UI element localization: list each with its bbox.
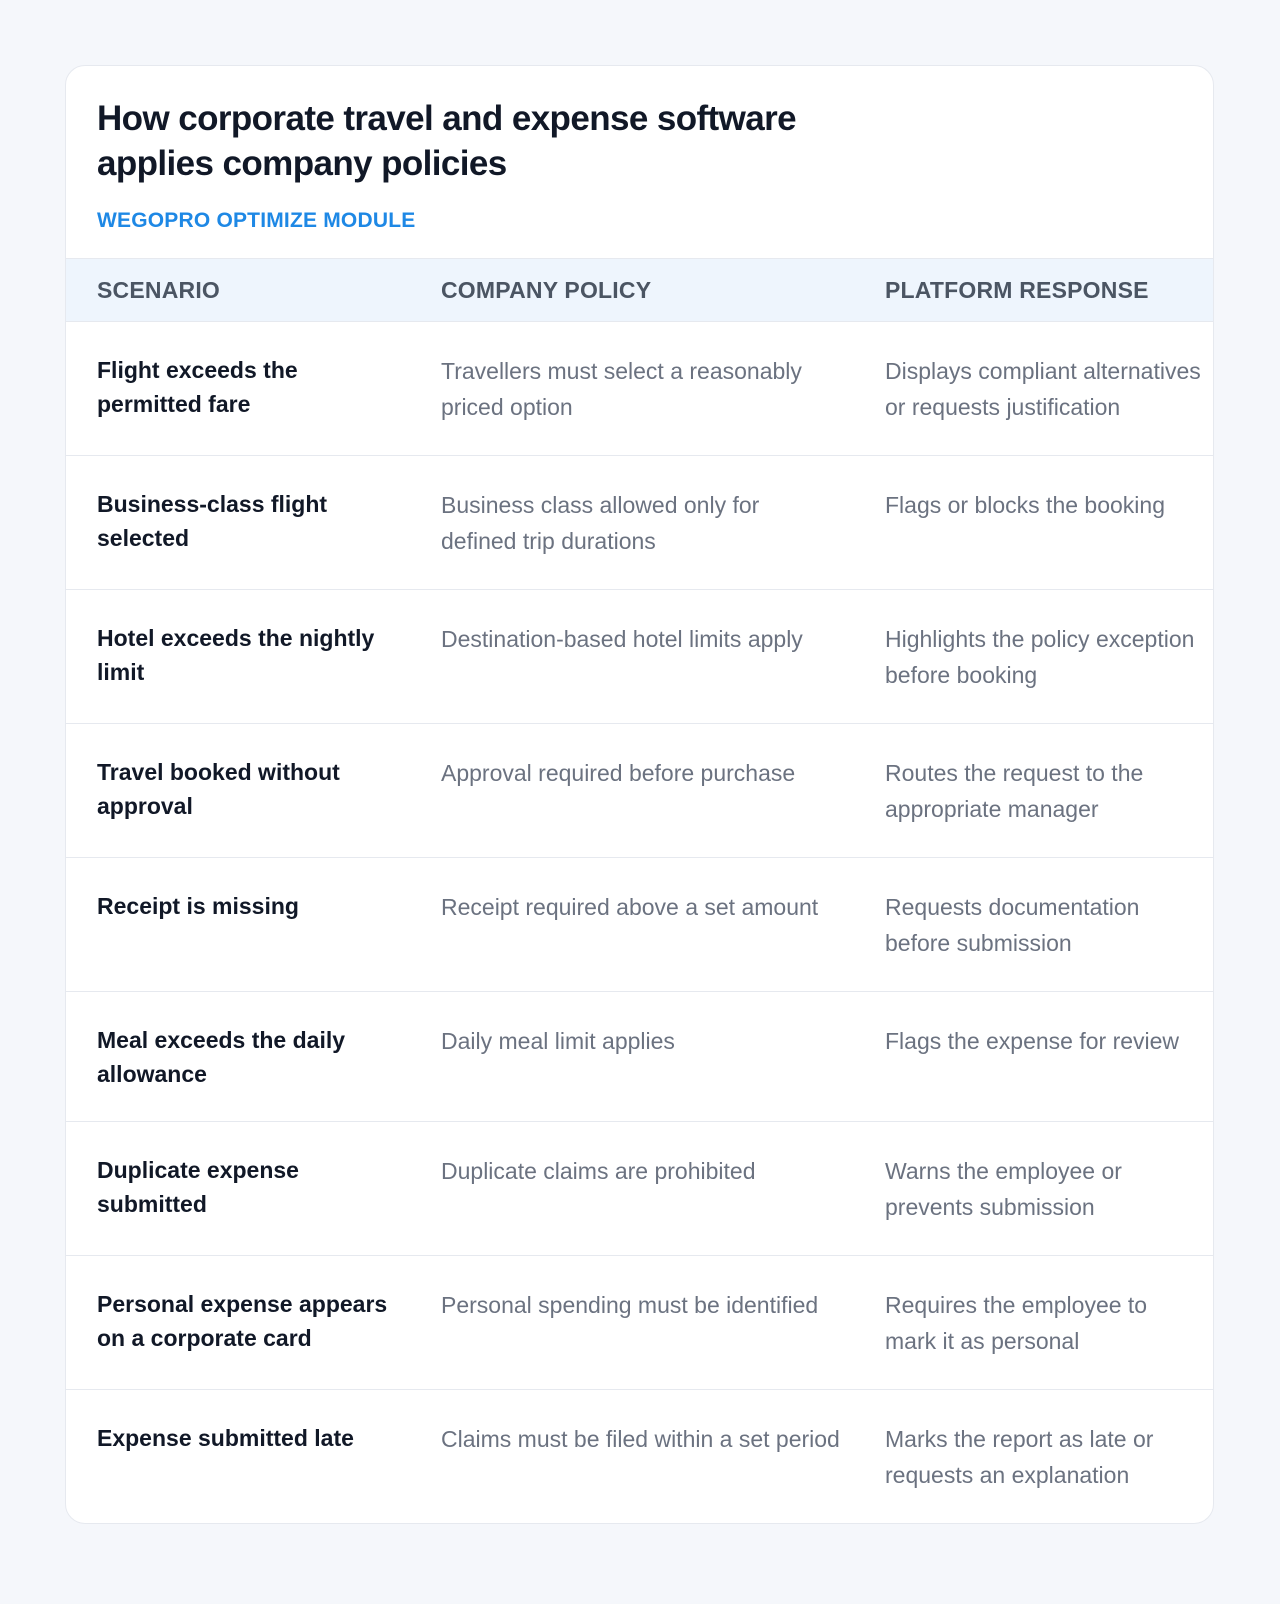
response-cell: Displays compliant alternatives or requests justification	[854, 322, 1214, 456]
table-row	[66, 590, 1214, 724]
module-subtitle: WEGOPRO OPTIMIZE MODULE	[97, 209, 416, 232]
scenario-cell: Flight exceeds the permitted fare	[66, 322, 410, 456]
column-header-platform-response: PLATFORM RESPONSE	[854, 259, 1214, 322]
column-header-company-policy: COMPANY POLICY	[410, 259, 854, 322]
response-cell: Warns the employee or prevents submission	[854, 1122, 1214, 1256]
policy-cell: Travellers must select a reasonably priced option	[410, 322, 854, 456]
scenario-cell: Expense submitted late	[97, 1425, 354, 1451]
table-row	[66, 322, 1214, 456]
policy-cell: Daily meal limit applies	[410, 992, 854, 1122]
table-row	[66, 456, 1214, 590]
scenario-cell: Duplicate expense submitted	[66, 1122, 410, 1256]
scenario-cell: Business-class flight selected	[66, 456, 410, 590]
policy-cell: Receipt required above a set amount	[410, 858, 854, 992]
card-header	[66, 66, 1213, 258]
table-row	[66, 858, 1214, 992]
table-row	[66, 992, 1214, 1122]
scenario-cell: Travel booked without approval	[66, 724, 410, 858]
policy-cell: Claims must be filed within a set period	[441, 1426, 840, 1452]
response-cell: Requests documentation before submission	[854, 858, 1214, 992]
response-cell: Flags or blocks the booking	[854, 456, 1214, 590]
policy-card	[65, 65, 1214, 1524]
table-row	[66, 724, 1214, 858]
scenario-cell: Receipt is missing	[66, 858, 410, 992]
table-row	[66, 1390, 1214, 1524]
policy-cell: Approval required before purchase	[410, 724, 854, 858]
page-title: How corporate travel and expense software applies company policies	[97, 99, 796, 183]
table-header	[66, 259, 1214, 322]
scenario-cell: Meal exceeds the daily allowance	[66, 992, 410, 1122]
scenario-cell: Personal expense appears on a corporate card	[66, 1256, 410, 1390]
response-cell: Routes the request to the appropriate manager	[854, 724, 1214, 858]
policy-cell: Business class allowed only for defined trip durations	[410, 456, 854, 590]
response-cell: Highlights the policy exception before booking	[854, 590, 1214, 724]
table-body	[66, 322, 1214, 1524]
response-cell: Flags the expense for review	[854, 992, 1214, 1122]
table-row	[66, 1256, 1214, 1390]
table-row	[66, 1122, 1214, 1256]
scenario-cell: Hotel exceeds the nightly limit	[66, 590, 410, 724]
column-header-scenario: SCENARIO	[66, 259, 410, 322]
table-header-row	[66, 259, 1214, 322]
response-cell: Marks the report as late or requests an explanation	[885, 1426, 1154, 1488]
policy-cell: Duplicate claims are prohibited	[410, 1122, 854, 1256]
policy-table	[66, 258, 1214, 1523]
policy-cell: Destination-based hotel limits apply	[410, 590, 854, 724]
policy-cell: Personal spending must be identified	[410, 1256, 854, 1390]
response-cell: Requires the employee to mark it as personal	[854, 1256, 1214, 1390]
